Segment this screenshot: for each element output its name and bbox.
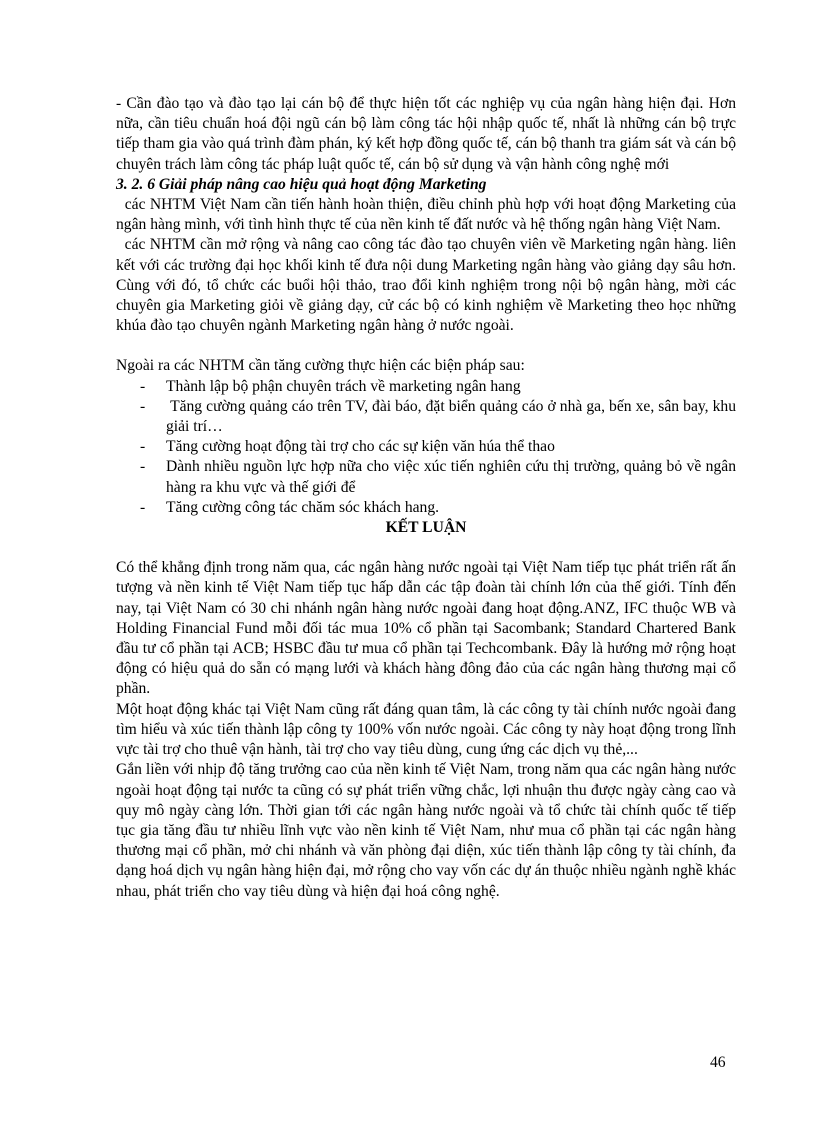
spacer bbox=[116, 336, 736, 356]
conclusion-title: KẾT LUẬN bbox=[385, 519, 467, 537]
list-item-text: Dành nhiều nguồn lực hợp nữa cho việc xúc tiến nghiên cứu thị trường, quảng bỏ về ngân hàng ra khu vực và thế giới để bbox=[166, 458, 736, 496]
list-item bbox=[140, 498, 736, 518]
dash-bullet: - bbox=[140, 397, 146, 415]
conclusion-paragraph: Gắn liền với nhịp độ tăng trưởng cao của nền kinh tế Việt Nam, trong năm qua các ngân hàng nước ngoài hoạt động tại nước ta cũng có sự phát triển vững chắc, lợi nhuận thu được ngày càng cao và quy mô ngày càng lớn. Thời gian tới các ngân hàng nước ngoài và tổ chức tài chính quốc tế tiếp tục gia tăng đầu tư nhiều lĩnh vực vào nền kinh tế Việt Nam, như mua cổ phần tại các ngân hàng thương mại cổ phần, mở chi nhánh và văn phòng đại diện, xúc tiến thành lập công ty tài chính, đa dạng hoá dịch vụ ngân hàng hiện đại, mở rộng cho vay vốn các dự án thuộc nhiều ngành nghề khác nhau, phát triển cho vay tiêu dùng và hiện đại hoá công nghệ. bbox=[116, 761, 736, 900]
section-paragraph: các NHTM cần mở rộng và nâng cao công tác đào tạo chuyên viên về Marketing ngân hàng. liên kết với các trường đại học khối kinh tế đưa nội dung Marketing ngân hàng vào giảng dạy sâu hơn. Cùng với đó, tổ chức các buổi hội thảo, trao đổi kinh nghiệm trong nội bộ ngân hàng, mời các chuyên gia Marketing giỏi về giảng dạy, cử các bộ có kinh nghiệm về Marketing theo học những khúa đào tạo chuyên ngành Marketing ngân hàng ở nước ngoài. bbox=[116, 236, 740, 335]
list-item bbox=[140, 437, 736, 457]
section-heading: 3. 2. 6 Giải pháp nâng cao hiệu quả hoạt động Marketing bbox=[116, 175, 487, 193]
measures-list bbox=[116, 377, 740, 518]
conclusion-paragraph: Một hoạt động khác tại Việt Nam cũng rất đáng quan tâm, là các công ty tài chính nước ngoài đang tìm hiểu và xúc tiến thành lập công ty 100% vốn nước ngoài. Các công ty này hoạt động trong lĩnh vực tài trợ cho thuê vận hành, tài trợ cho vay tiêu dùng, cung ứng các dịch vụ thẻ,... bbox=[116, 700, 736, 759]
measures-intro: Ngoài ra các NHTM cần tăng cường thực hiện các biện pháp sau: bbox=[116, 357, 525, 375]
dash-bullet: - bbox=[140, 438, 146, 456]
list-item-text: Tăng cường hoạt động tài trợ cho các sự kiện văn húa thể thao bbox=[166, 438, 555, 456]
intro-paragraph: - Cần đào tạo và đào tạo lại cán bộ để thực hiện tốt các nghiệp vụ của ngân hàng hiện đại. Hơn nữa, cần tiêu chuẩn hoá đội ngũ cán bộ làm công tác hội nhập quốc tế, nhất là những cán bộ trực tiếp tham gia vào quá trình đàm phán, ký kết hợp đồng quốc tế, cán bộ thanh tra giám sát và cán bộ chuyên trách làm công tác pháp luật quốc tế, cán bộ sử dụng và vận hành công nghệ mới bbox=[116, 95, 736, 173]
list-item bbox=[140, 457, 736, 497]
section-paragraph: các NHTM Việt Nam cần tiến hành hoàn thiện, điều chỉnh phù hợp với hoạt động Marketing của ngân hàng mình, với tình hình thực tế của nền kinh tế đất nước và hệ thống ngân hàng Việt Nam. bbox=[116, 196, 740, 234]
dash-bullet: - bbox=[140, 458, 146, 476]
page-number: 46 bbox=[710, 1054, 726, 1071]
dash-bullet: - bbox=[140, 498, 146, 516]
list-item-text: Tăng cường công tác chăm sóc khách hang. bbox=[166, 498, 440, 516]
page-content bbox=[116, 94, 740, 902]
list-item bbox=[140, 377, 736, 397]
dash-bullet: - bbox=[140, 377, 146, 395]
spacer bbox=[116, 538, 736, 558]
conclusion-paragraph: Có thể khẳng định trong năm qua, các ngân hàng nước ngoài tại Việt Nam tiếp tục phát triển rất ấn tượng và nền kinh tế Việt Nam tiếp tục hấp dẫn các tập đoàn tài chính lớn của thế giới. Tính đến nay, tại Việt Nam có 30 chi nhánh ngân hàng nước ngoài đang hoạt động.ANZ, IFC thuộc WB và Holding Financial Fund mỗi đối tác mua 10% cổ phần tại Sacombank; Standard Chartered Bank đầu tư cổ phần tại ACB; HSBC đầu tư mua cổ phần tại Techcombank. Đây là hướng mở rộng hoạt động có hiệu quả do sẵn có mạng lưới và khách hàng đông đảo của các ngân hàng thương mại cổ phần. bbox=[116, 559, 736, 698]
list-item bbox=[140, 397, 740, 437]
list-item-text: Tăng cường quảng cáo trên TV, đài báo, đặt biển quảng cáo ở nhà ga, bến xe, sân bay, khu giải trí… bbox=[166, 397, 740, 436]
list-item-text: Thành lập bộ phận chuyên trách về marketing ngân hang bbox=[166, 377, 521, 395]
